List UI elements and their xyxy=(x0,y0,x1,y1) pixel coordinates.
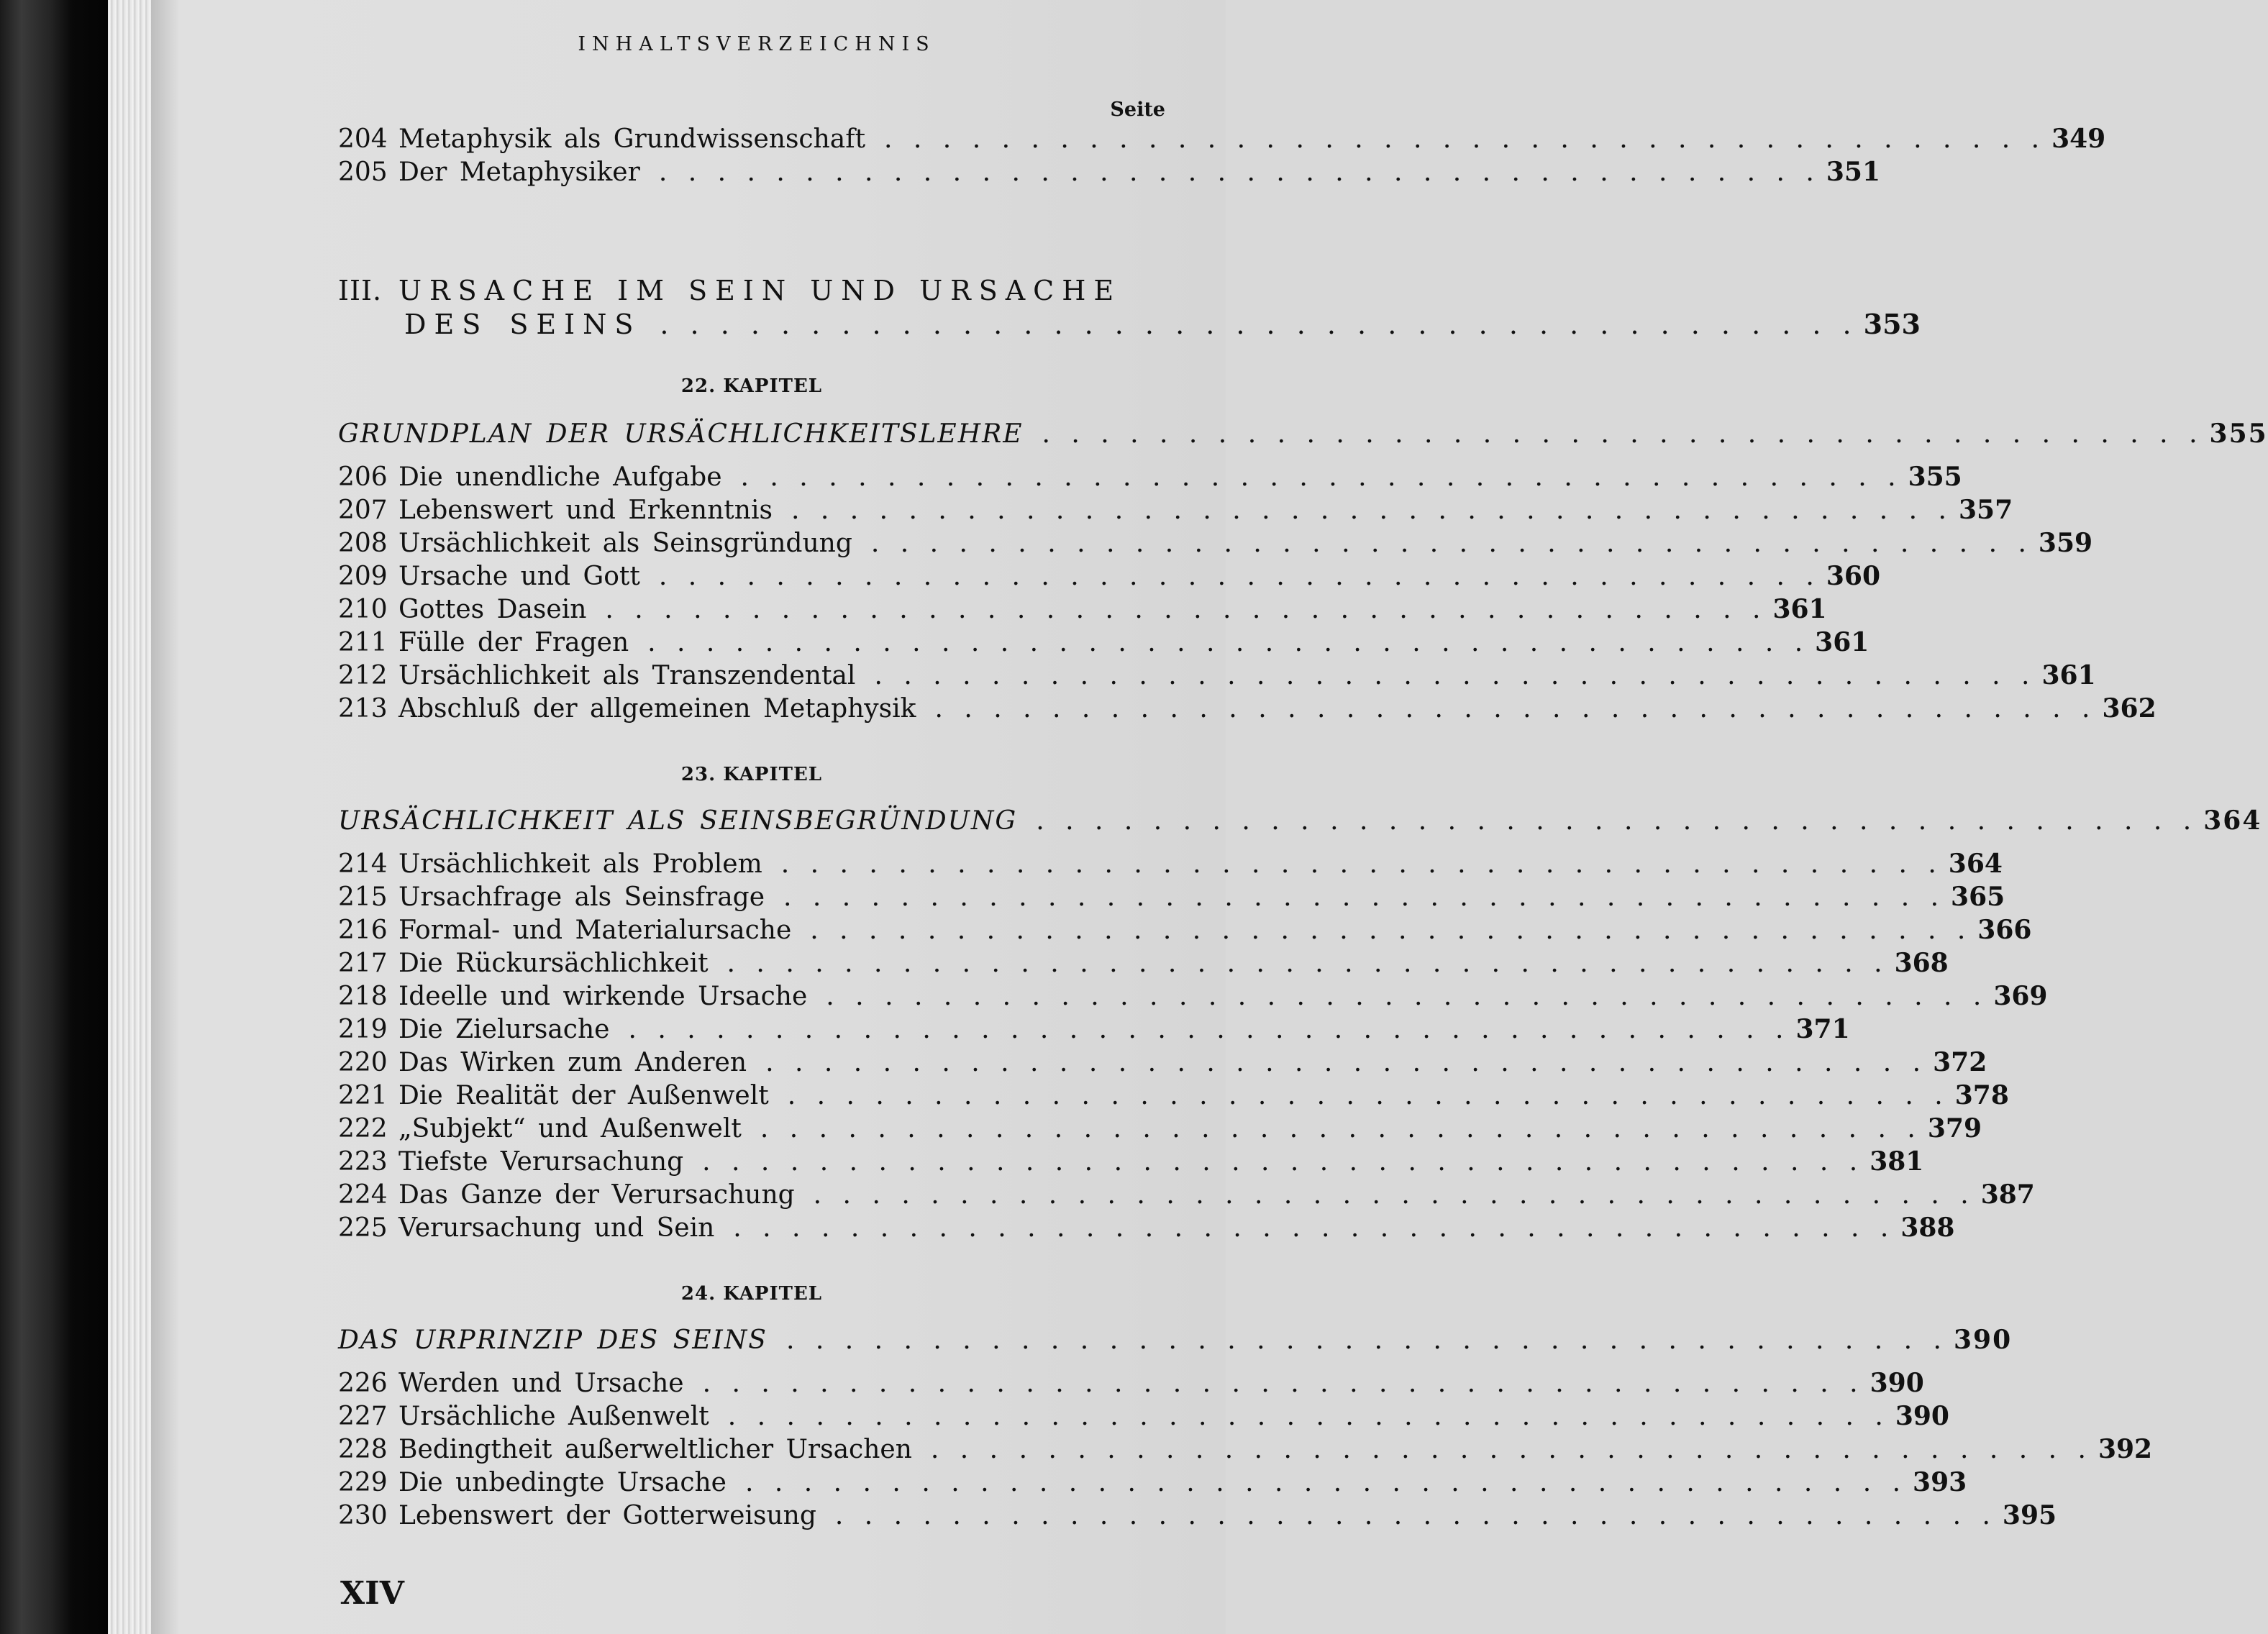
toc-entry xyxy=(338,660,2096,693)
chapter-title: DAS URPRINZIP DES SEINS xyxy=(338,1325,768,1355)
entry-title: Die unendliche Aufgabe xyxy=(399,462,722,492)
dot-leader: . . . . . . . . . . . . . . . . . . . . . . . . . . . . . . . . . . . . . . . . xyxy=(930,1435,2092,1464)
toc-entry xyxy=(338,1500,2057,1533)
entry-number: 211 xyxy=(338,628,388,657)
entry-page: 390 xyxy=(1869,1368,1924,1398)
chapter-title: URSÄCHLICHKEIT ALS SEINSBEGRÜNDUNG xyxy=(338,806,1018,836)
entry-number: 224 xyxy=(338,1180,388,1210)
toc-entry xyxy=(338,1401,1949,1434)
entry-page: 372 xyxy=(1933,1047,1987,1077)
table-of-contents xyxy=(338,0,2268,1634)
dot-leader: . . . . . . . . . . . . . . . . . . . . . . . . . . . . . . . . . . . . . . . . xyxy=(658,158,1821,187)
entry-page: 357 xyxy=(1958,495,2013,525)
dot-leader: . . . . . . . . . . . . . . . . . . . . . . . . . . . . . . . . . . . . . . . . xyxy=(733,1213,1895,1243)
entry-number: 228 xyxy=(338,1435,388,1464)
toc-entry xyxy=(338,627,1869,660)
dot-leader: . . . . . . . . . . . . . . . . . . . . . . . . . . . . . . . . . . . . . . . . xyxy=(647,628,1810,657)
entry-number: 208 xyxy=(338,529,388,558)
entry-title: Lebenswert der Gotterweisung xyxy=(399,1501,816,1530)
entry-number: 225 xyxy=(338,1213,388,1243)
entry-page: 379 xyxy=(1927,1113,1982,1144)
entry-page: 393 xyxy=(1913,1467,1967,1497)
entry-number: 217 xyxy=(338,949,388,978)
page-edges xyxy=(108,0,151,1634)
toc-entry xyxy=(338,1434,2153,1467)
dot-leader: . . . . . . . . . . . . . . . . . . . . . . . . . . . . . . . . . . . . . . . . xyxy=(727,1402,1890,1431)
entry-page: 371 xyxy=(1795,1014,1850,1044)
dot-leader: . . . . . . . . . . . . . . . . . . . . . . . . . . . . . . . . . . . . . . . . xyxy=(780,849,1943,879)
entry-title: Verursachung und Sein xyxy=(399,1213,715,1243)
toc-entry xyxy=(338,981,2048,1014)
entry-title: Formal- und Materialursache xyxy=(399,916,792,945)
dot-leader: . . . . . . . . . . . . . . . . . . . . . . . . . . . . . . . . . . . . . . . . xyxy=(934,694,2097,724)
entry-page: 361 xyxy=(2041,660,2096,690)
chapter-title-row xyxy=(338,419,2268,455)
toc-entry xyxy=(338,1179,2035,1213)
entry-title: Ursächlichkeit als Transzendental xyxy=(399,661,856,690)
entry-number: 221 xyxy=(338,1081,388,1110)
dot-leader: . . . . . . . . . . . . . . . . . . . . . . . . . . . . . . . . . . . . . . . . xyxy=(660,309,1858,340)
toc-entry xyxy=(338,124,2106,157)
toc-entry xyxy=(338,594,1827,627)
entry-title: Die unbedingte Ursache xyxy=(399,1468,727,1497)
entry-page: 364 xyxy=(1948,849,2003,879)
entry-page: 349 xyxy=(2051,124,2106,154)
entry-title: Bedingtheit außerweltlicher Ursachen xyxy=(399,1435,912,1464)
entry-title: Gottes Dasein xyxy=(399,595,587,624)
entry-number: 230 xyxy=(338,1501,388,1530)
entry-page: 360 xyxy=(1826,561,1880,591)
entry-title: Fülle der Fragen xyxy=(399,628,629,657)
entry-number: 207 xyxy=(338,496,388,525)
entry-title: Abschluß der allgemeinen Metaphysik xyxy=(399,694,916,724)
toc-entry xyxy=(338,1368,1924,1401)
dot-leader: . . . . . . . . . . . . . . . . . . . . . . . . . . . . . . . . . . . . . . . . xyxy=(870,529,2033,558)
entry-page: 388 xyxy=(1900,1213,1955,1243)
toc-entry xyxy=(338,157,1880,190)
entry-number: 205 xyxy=(338,158,388,187)
dot-leader: . . . . . . . . . . . . . . . . . . . . . . . . . . . . . . . . . . . . . . . . xyxy=(874,661,2036,690)
entry-page: 395 xyxy=(2002,1500,2057,1530)
toc-entry xyxy=(338,1113,1982,1146)
toc-entry xyxy=(338,1467,1967,1500)
dot-leader: . . . . . . . . . . . . . . . . . . . . . . . . . . . . . . . . . . . . . . . . xyxy=(702,1147,1864,1177)
dot-leader: . . . . . . . . . . . . . . . . . . . . . . . . . . . . . . . . . . . . . . . . xyxy=(702,1369,1864,1398)
toc-entry xyxy=(338,1047,1987,1080)
toc-entry xyxy=(338,495,2013,528)
entry-number: 206 xyxy=(338,462,388,492)
part-title-line2: DES SEINS xyxy=(404,309,642,340)
dot-leader: . . . . . . . . . . . . . . . . . . . . . . . . . . . . . . . . . . . . . . . . xyxy=(791,496,1953,525)
entry-page: 361 xyxy=(1772,594,1827,624)
toc-entry xyxy=(338,693,2157,726)
chapter-page: 364 xyxy=(2203,805,2262,836)
chapter-page: 355 xyxy=(2209,419,2268,449)
entry-number: 220 xyxy=(338,1048,388,1077)
entry-number: 229 xyxy=(338,1468,388,1497)
entry-number: 215 xyxy=(338,882,388,912)
entry-title: Ursächliche Außenwelt xyxy=(399,1402,709,1431)
toc-entry xyxy=(338,849,2003,882)
dot-leader: . . . . . . . . . . . . . . . . . . . . . . . . . . . . . . . . . . . . . . . . xyxy=(783,882,1946,912)
entry-page: 368 xyxy=(1894,948,1949,978)
dot-leader: . . . . . . . . . . . . . . . . . . . . . . . . . . . . . . . . . . . . . . . . xyxy=(740,462,1903,492)
entry-title: Lebenswert und Erkenntnis xyxy=(399,496,773,525)
dot-leader: . . . . . . . . . . . . . . . . . . . . . . . . . . . . . . . . . . . . . . . . xyxy=(658,562,1821,591)
page-gutter xyxy=(151,0,180,1634)
toc-entry xyxy=(338,915,2032,948)
running-head: INHALTSVERZEICHNIS xyxy=(578,33,936,55)
entry-number: 204 xyxy=(338,124,388,154)
chapter-label: 23. KAPITEL xyxy=(680,764,823,785)
part-number: III. xyxy=(338,275,383,306)
entry-title: Die Rückursächlichkeit xyxy=(399,949,709,978)
toc-entry xyxy=(338,1014,1850,1047)
chapter-title-row xyxy=(338,1325,2013,1361)
entry-title: „Subjekt“ und Außenwelt xyxy=(399,1114,742,1144)
toc-entry xyxy=(338,1213,1955,1246)
toc-entry xyxy=(338,462,1962,495)
entry-title: Ursachfrage als Seinsfrage xyxy=(399,882,765,912)
dot-leader: . . . . . . . . . . . . . . . . . . . . . . . . . . . . . . . . . . . . . . . . xyxy=(727,949,1889,978)
chapter-label: 24. KAPITEL xyxy=(680,1283,823,1305)
entry-title: Ursache und Gott xyxy=(399,562,640,591)
dot-leader: . . . . . . . . . . . . . . . . . . . . . . . . . . . . . . . . . . . . . . . . xyxy=(745,1468,1908,1497)
chapter-label: 22. KAPITEL xyxy=(680,375,823,397)
entry-title: Tiefste Verursachung xyxy=(399,1147,684,1177)
entry-page: 366 xyxy=(1977,915,2032,945)
entry-number: 214 xyxy=(338,849,388,879)
dot-leader: . . . . . . . . . . . . . . . . . . . . . . . . . . . . . . . . . . . . . . . . xyxy=(785,1325,1948,1355)
entry-page: 355 xyxy=(1908,462,1962,492)
chapter-page: 390 xyxy=(1953,1325,2013,1355)
entry-number: 222 xyxy=(338,1114,388,1144)
entry-number: 209 xyxy=(338,562,388,591)
entry-title: Das Wirken zum Anderen xyxy=(399,1048,747,1077)
entry-title: Metaphysik als Grundwissenschaft xyxy=(399,124,866,154)
chapter-title: GRUNDPLAN DER URSÄCHLICHKEITSLEHRE xyxy=(338,419,1024,449)
dot-leader: . . . . . . . . . . . . . . . . . . . . . . . . . . . . . . . . . . . . . . . . xyxy=(1042,419,2204,449)
toc-entry xyxy=(338,1080,2009,1113)
entry-number: 218 xyxy=(338,982,388,1011)
entry-page: 362 xyxy=(2102,693,2157,724)
page-folio: XIV xyxy=(340,1575,404,1612)
entry-number: 213 xyxy=(338,694,388,724)
part-title-line1: URSACHE IM SEIN UND URSACHE xyxy=(399,275,1122,306)
part-page: 353 xyxy=(1863,308,1921,340)
entry-number: 227 xyxy=(338,1402,388,1431)
dot-leader: . . . . . . . . . . . . . . . . . . . . . . . . . . . . . . . . . . . . . . . . xyxy=(760,1114,1922,1144)
book-spine xyxy=(0,0,108,1634)
entry-title: Der Metaphysiker xyxy=(399,158,640,187)
dot-leader: . . . . . . . . . . . . . . . . . . . . . . . . . . . . . . . . . . . . . . . . xyxy=(628,1015,1790,1044)
toc-entry xyxy=(338,948,1949,981)
dot-leader: . . . . . . . . . . . . . . . . . . . . . . . . . . . . . . . . . . . . . . . . xyxy=(813,1180,1975,1210)
entry-number: 226 xyxy=(338,1369,388,1398)
dot-leader: . . . . . . . . . . . . . . . . . . . . . . . . . . . . . . . . . . . . . . . . xyxy=(884,124,2046,154)
entry-title: Werden und Ursache xyxy=(399,1369,684,1398)
dot-leader: . . . . . . . . . . . . . . . . . . . . . . . . . . . . . . . . . . . . . . . . xyxy=(787,1081,1949,1110)
chapter-title-row xyxy=(338,805,2262,841)
dot-leader: . . . . . . . . . . . . . . . . . . . . . . . . . . . . . . . . . . . . . . . . xyxy=(810,916,1972,945)
toc-entry xyxy=(338,882,2005,915)
toc-entry xyxy=(338,528,2093,561)
entry-page: 351 xyxy=(1826,157,1880,187)
entry-page: 361 xyxy=(1815,627,1869,657)
entry-page: 390 xyxy=(1895,1401,1949,1431)
entry-title: Die Zielursache xyxy=(399,1015,610,1044)
entry-number: 219 xyxy=(338,1015,388,1044)
part-heading xyxy=(338,275,1165,306)
entry-number: 223 xyxy=(338,1147,388,1177)
dot-leader: . . . . . . . . . . . . . . . . . . . . . . . . . . . . . . . . . . . . . . . . xyxy=(605,595,1767,624)
part-heading-line2 xyxy=(338,308,1921,344)
entry-title: Ursächlichkeit als Seinsgründung xyxy=(399,529,852,558)
entry-number: 210 xyxy=(338,595,388,624)
entry-number: 212 xyxy=(338,661,388,690)
entry-title: Das Ganze der Verursachung xyxy=(399,1180,795,1210)
entry-title: Die Realität der Außenwelt xyxy=(399,1081,769,1110)
entry-number: 216 xyxy=(338,916,388,945)
toc-entry xyxy=(338,1146,1924,1179)
entry-page: 381 xyxy=(1869,1146,1924,1177)
entry-page: 369 xyxy=(1993,981,2048,1011)
entry-page: 365 xyxy=(1951,882,2005,912)
entry-page: 392 xyxy=(2098,1434,2153,1464)
toc-entry xyxy=(338,561,1880,594)
page-column-label: Seite xyxy=(1110,99,1165,121)
dot-leader: . . . . . . . . . . . . . . . . . . . . . . . . . . . . . . . . . . . . . . . . xyxy=(765,1048,1928,1077)
dot-leader: . . . . . . . . . . . . . . . . . . . . . . . . . . . . . . . . . . . . . . . . xyxy=(826,982,1988,1011)
dot-leader: . . . . . . . . . . . . . . . . . . . . . . . . . . . . . . . . . . . . . . . . xyxy=(1036,806,2198,836)
entry-title: Ursächlichkeit als Problem xyxy=(399,849,762,879)
entry-page: 378 xyxy=(1954,1080,2009,1110)
entry-title: Ideelle und wirkende Ursache xyxy=(399,982,808,1011)
entry-page: 387 xyxy=(1980,1179,2035,1210)
entry-page: 359 xyxy=(2038,528,2093,558)
dot-leader: . . . . . . . . . . . . . . . . . . . . . . . . . . . . . . . . . . . . . . . . xyxy=(834,1501,1997,1530)
